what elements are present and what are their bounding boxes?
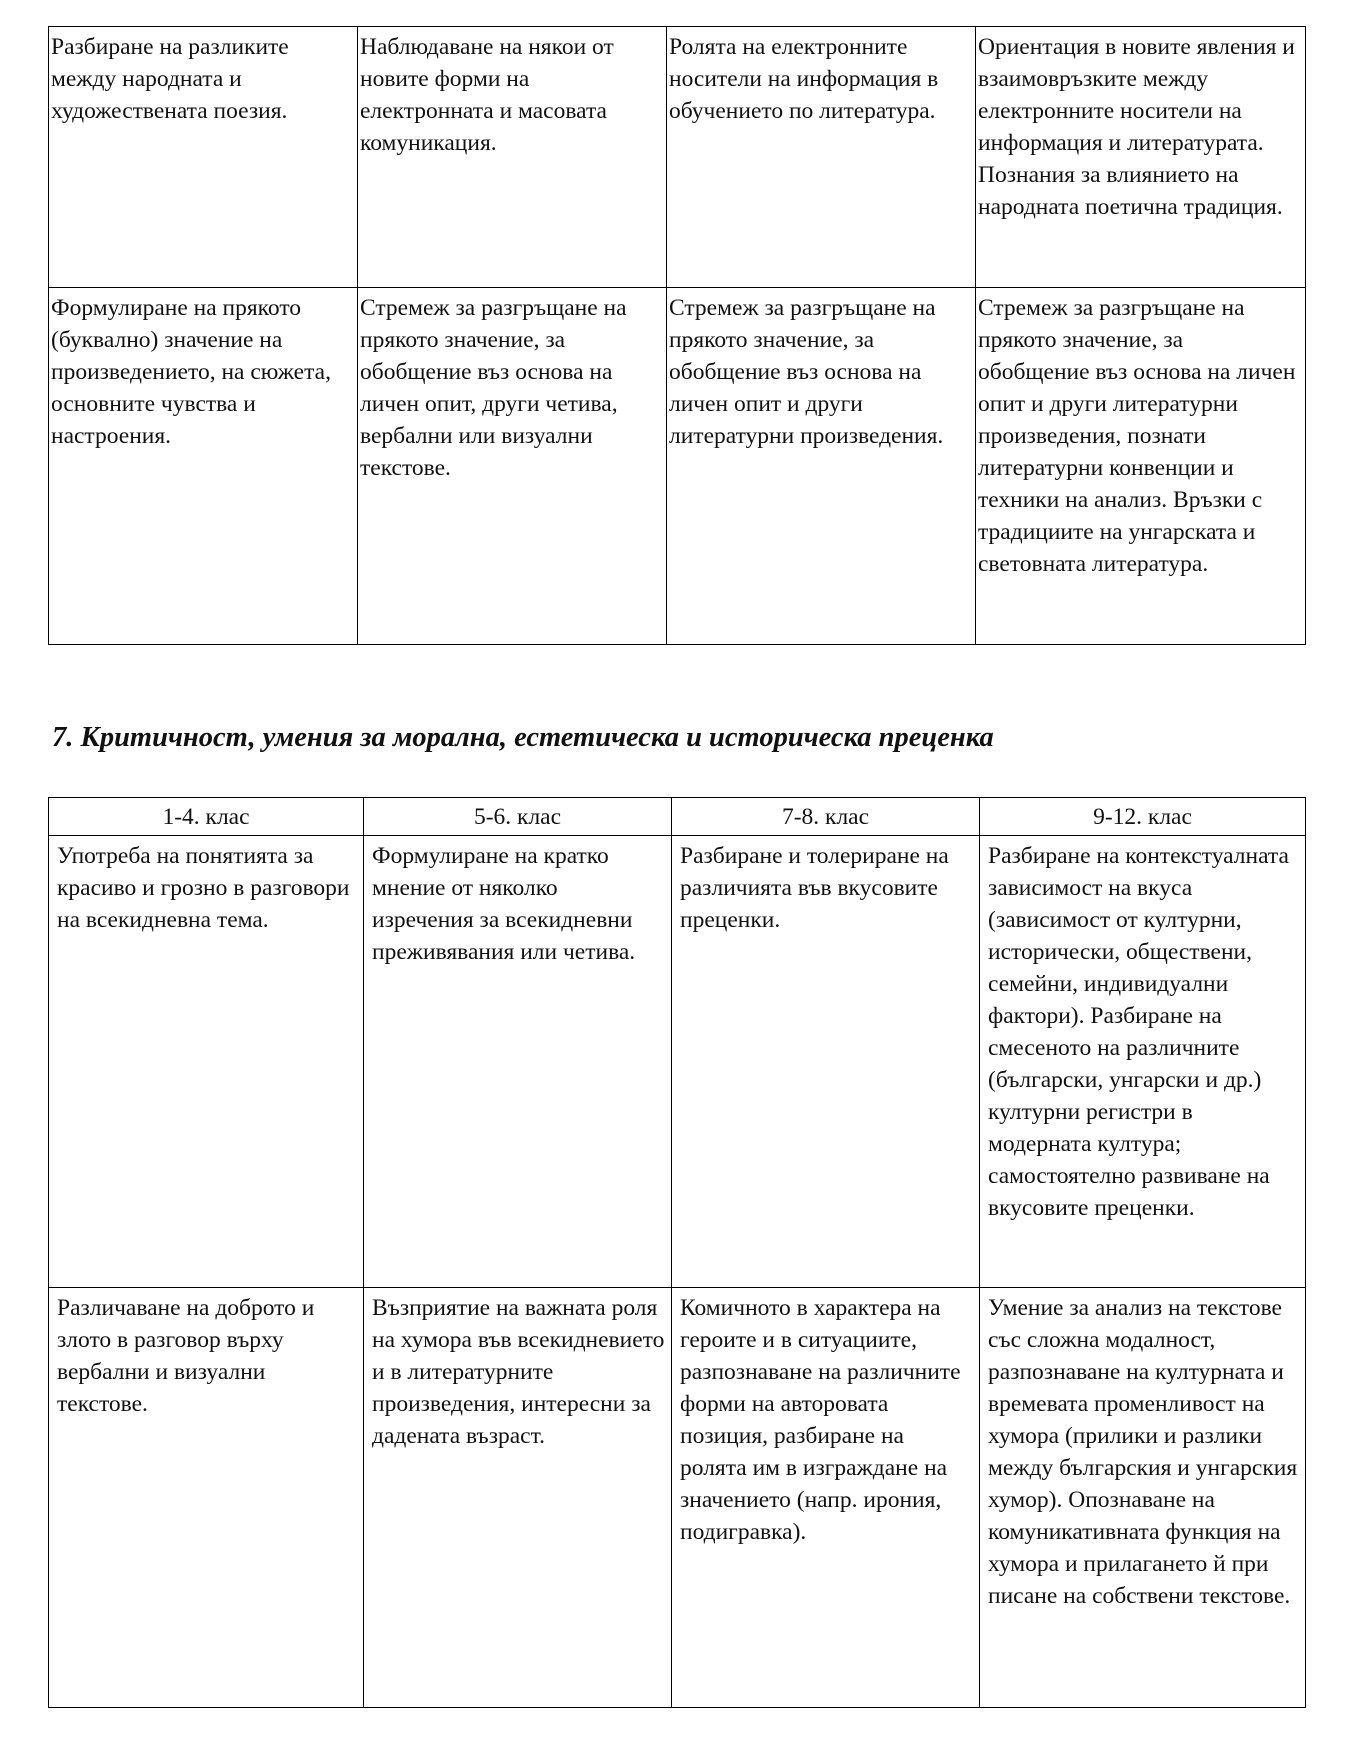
table-cell: Разбиране на контекстуалната зависимост на вкуса (зависимост от културни, исторически, обществени, семейни, индивидуални фактори). Разбиране на смесеното на различните (български, унгарски и др.) културни регистри в модерната култура; самостоятелно развиване на вкусовите преценки. (980, 836, 1306, 1288)
table-cell: Наблюдаване на някои от новите форми на електронната и масовата комуникация. (358, 27, 667, 288)
criticism-skills-table (48, 797, 1306, 1708)
table-cell: Ролята на електронните носители на информация в обучението по литература. (667, 27, 976, 288)
table-cell: Стремеж за разгръщане на прякото значение, за обобщение въз основа на личен опит и други литературни произведения, познати литературни конвенции и техники на анализ. Връзки с традициите на унгарската и световната литература. (976, 288, 1306, 645)
table-cell: Формулиране на кратко мнение от няколко изречения за всекидневни преживявания или четива. (364, 836, 672, 1288)
table-cell: Различаване на доброто и злото в разговор върху вербални и визуални текстове. (49, 1288, 364, 1708)
column-header: 1-4. клас (49, 798, 364, 836)
table-cell: Комичното в характера на героите и в ситуациите, разпознаване на различните форми на авторовата позиция, разбиране на ролята им в изграждане на значението (напр. ирония, подигравка). (672, 1288, 980, 1708)
table-cell: Разбиране на разликите между народната и художествената поезия. (49, 27, 358, 288)
competency-table-continued (48, 26, 1306, 645)
column-header: 7-8. клас (672, 798, 980, 836)
table-row (49, 288, 1306, 645)
table-row (49, 1288, 1306, 1708)
table-row (49, 836, 1306, 1288)
table-cell: Стремеж за разгръщане на прякото значение, за обобщение въз основа на личен опит и други литературни произведения. (667, 288, 976, 645)
table-cell: Разбиране и толериране на различията във вкусовите преценки. (672, 836, 980, 1288)
table-header-row (49, 798, 1306, 836)
column-header: 9-12. клас (980, 798, 1306, 836)
table-cell: Употреба на понятията за красиво и грозно в разговори на всекидневна тема. (49, 836, 364, 1288)
section-heading: 7. Критичност, умения за морална, естетическа и историческа преценка (52, 722, 994, 753)
table-cell: Формулиране на прякото (буквално) значение на произведението, на сюжета, основните чувства и настроения. (49, 288, 358, 645)
table-cell: Ориентация в новите явления и взаимовръзките между електронните носители на информация и литературата. Познания за влиянието на народната поетична традиция. (976, 27, 1306, 288)
column-header: 5-6. клас (364, 798, 672, 836)
table-cell: Умение за анализ на текстове със сложна модалност, разпознаване на културната и времевата променливост на хумора (прилики и разлики между българския и унгарския хумор). Опознаване на комуникативната функция на хумора и прилагането й при писане на собствени текстове. (980, 1288, 1306, 1708)
table-cell: Възприятие на важната роля на хумора във всекидневието и в литературните произведения, интересни за дадената възраст. (364, 1288, 672, 1708)
table-cell: Стремеж за разгръщане на прякото значение, за обобщение въз основа на личен опит, други четива, вербални или визуални текстове. (358, 288, 667, 645)
table-row (49, 27, 1306, 288)
